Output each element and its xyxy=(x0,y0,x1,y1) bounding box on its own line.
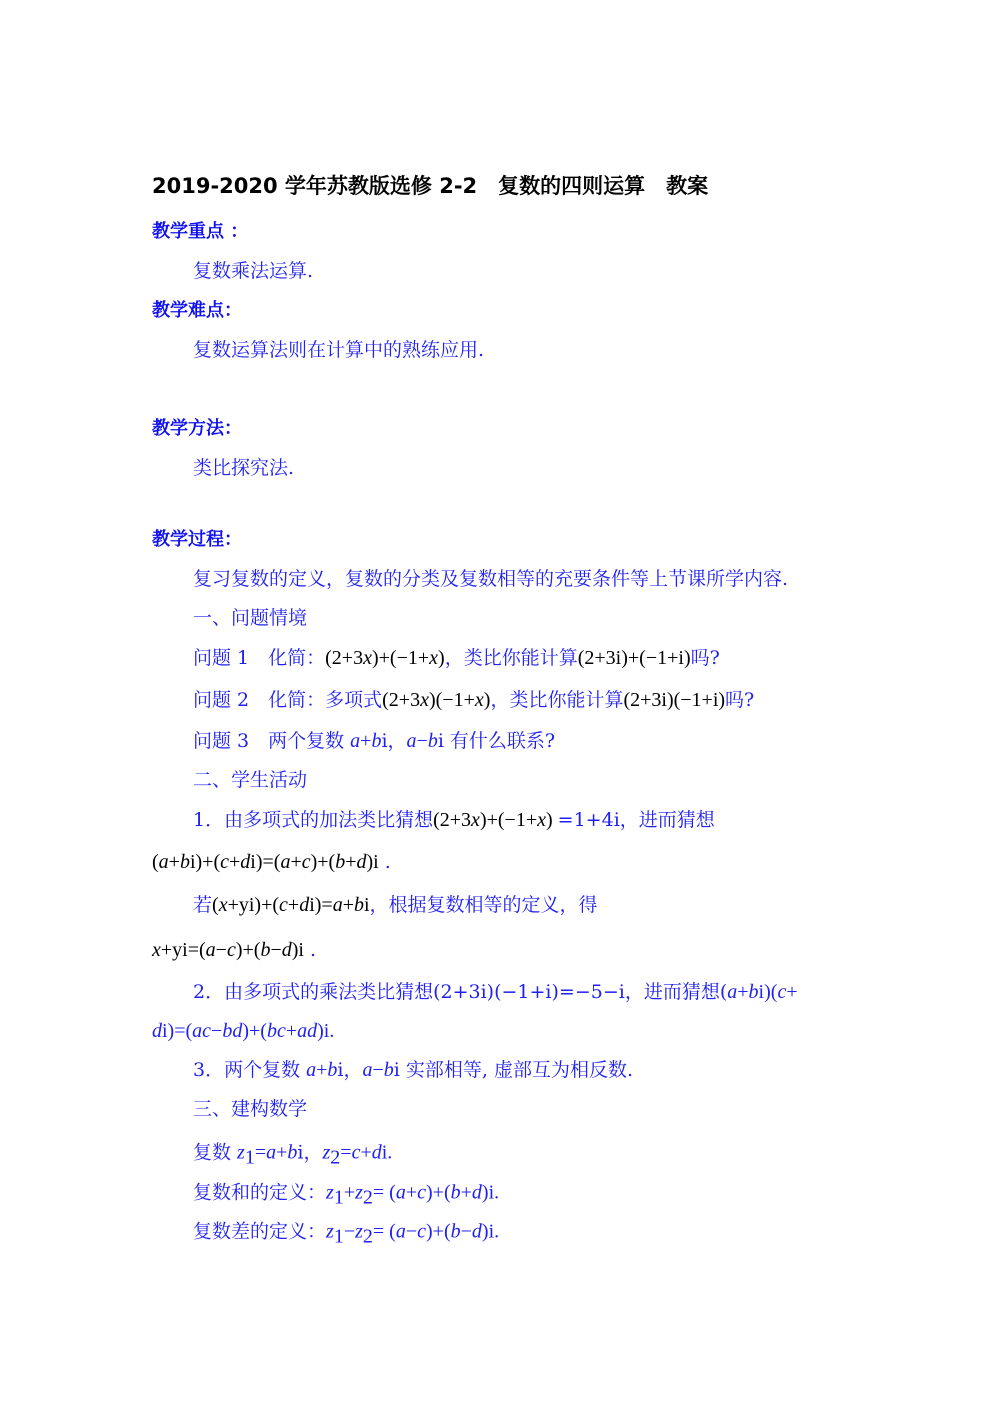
text-run: )i xyxy=(366,851,379,873)
text-run: + xyxy=(285,1020,298,1042)
text-run: x xyxy=(218,894,228,916)
text-line xyxy=(193,892,598,918)
text-run: x xyxy=(420,689,429,711)
text-line xyxy=(152,849,391,875)
text-run: 1．由多项式的加法类比猜想 xyxy=(193,809,434,831)
document-title: 2019-2020 学年苏教版选修 2-2 复数的四则运算 教案 xyxy=(152,174,709,198)
text-run: d xyxy=(281,939,292,961)
text-line xyxy=(193,605,307,631)
text-run: + xyxy=(316,1059,328,1081)
text-run: )+( xyxy=(426,1181,451,1204)
text-run: ad xyxy=(297,1020,318,1042)
text-run: 1 xyxy=(244,1146,255,1169)
text-run: 2 xyxy=(330,1146,341,1169)
text-run: c xyxy=(301,851,311,873)
text-run: z xyxy=(326,1181,334,1204)
text-run: + xyxy=(737,981,749,1003)
text-run: d xyxy=(471,1181,482,1204)
text-run: d xyxy=(471,1220,482,1243)
text-run: (2+3 xyxy=(325,647,364,669)
text-run: c xyxy=(777,981,787,1003)
text-run: 三、建构数学 xyxy=(193,1098,308,1120)
text-run: a xyxy=(280,851,291,873)
text-run: 吗? xyxy=(725,689,755,711)
text-run: + xyxy=(405,1181,418,1204)
text-line xyxy=(193,807,715,833)
text-run: ) xyxy=(546,809,558,831)
text-run: )i. xyxy=(481,1220,500,1243)
text-line xyxy=(193,455,294,481)
text-run: ，类比你能计算 xyxy=(490,689,624,711)
text-run: 2．由多项式的乘法类比猜想(2+3i)(−1+i)=−5−i，进而猜想( xyxy=(193,981,728,1003)
text-run: b xyxy=(327,1059,338,1081)
text-run: +yi=( xyxy=(160,939,206,961)
text-run: = xyxy=(340,1141,352,1164)
text-line xyxy=(193,258,313,284)
text-run: 复习复数的定义，复数的分类及复数相等的充要条件等上节课所学内容. xyxy=(193,568,789,590)
text-run: 若 xyxy=(193,894,213,916)
text-run: (2+3 xyxy=(433,809,472,831)
text-run: d xyxy=(152,1020,162,1042)
text-run: i)= xyxy=(309,894,333,916)
text-run: a xyxy=(266,1141,277,1164)
text-run: a xyxy=(406,730,417,752)
text-run: b xyxy=(260,939,271,961)
text-line xyxy=(193,1140,392,1171)
text-run: 二、学生活动 xyxy=(193,769,308,791)
text-run: i)( xyxy=(758,981,778,1003)
text-run: x xyxy=(537,809,546,831)
text-run: (2+3i)+(−1+i) xyxy=(577,647,691,669)
text-run: 问题 1 化简： xyxy=(193,647,326,669)
text-run: c xyxy=(351,1141,361,1164)
text-run: a xyxy=(158,851,169,873)
text-run: x xyxy=(152,939,161,961)
text-line xyxy=(193,337,484,363)
text-run: + xyxy=(290,851,302,873)
section-heading xyxy=(152,416,242,442)
text-line xyxy=(152,1018,334,1044)
section-heading xyxy=(152,219,248,245)
text-run: z xyxy=(322,1141,331,1164)
text-run: 2 xyxy=(362,1225,373,1248)
text-run: d xyxy=(371,1141,382,1164)
text-run: ) xyxy=(483,689,491,711)
text-run: z xyxy=(355,1220,363,1243)
text-run: c xyxy=(279,894,288,916)
text-run: ( xyxy=(212,894,219,916)
text-run: 2 xyxy=(362,1186,373,1209)
text-run: 1 xyxy=(333,1225,344,1248)
text-run: a xyxy=(306,1059,317,1081)
text-run: − xyxy=(343,1220,356,1243)
text-run: )+( xyxy=(310,851,336,873)
text-run: bc xyxy=(266,1020,286,1042)
text-run: (2+3i)(−1+i) xyxy=(623,689,726,711)
section-heading xyxy=(152,298,242,324)
text-run: . xyxy=(378,851,391,873)
text-run: 教学难点： xyxy=(152,300,242,321)
text-run: 复数和的定义： xyxy=(193,1181,327,1204)
text-run: z xyxy=(237,1141,245,1164)
text-run: − xyxy=(416,730,428,752)
text-run: +yi)+( xyxy=(227,894,280,916)
text-run: = xyxy=(254,1141,267,1164)
text-line xyxy=(152,937,316,963)
text-run: d xyxy=(356,851,367,873)
text-line xyxy=(193,687,754,713)
text-run: b xyxy=(383,1059,394,1081)
text-run: − xyxy=(211,1020,223,1042)
text-run: 问题 2 化简：多项式 xyxy=(193,689,383,711)
text-run: x xyxy=(363,647,372,669)
text-run: + xyxy=(343,1181,356,1204)
text-run: )(−1+ xyxy=(428,689,475,711)
text-run: i)=( xyxy=(250,851,281,873)
text-run: a xyxy=(362,1059,373,1081)
text-run: + xyxy=(345,851,357,873)
text-run: + xyxy=(360,730,372,752)
text-run: a xyxy=(395,1220,406,1243)
text-line xyxy=(193,1096,307,1122)
text-run: ac xyxy=(192,1020,212,1042)
text-run: x xyxy=(474,689,484,711)
text-run: d xyxy=(240,851,251,873)
text-line xyxy=(193,1219,499,1250)
text-run: 复数运算法则在计算中的熟练应用. xyxy=(193,339,485,361)
text-run: z xyxy=(355,1181,363,1204)
text-run: ，根据复数相等的定义，得 xyxy=(369,894,598,916)
text-run: b xyxy=(450,1220,461,1243)
text-run: c xyxy=(226,939,236,961)
text-run: =1+4i，进而猜想 xyxy=(557,809,715,831)
text-run: i xyxy=(363,894,370,916)
text-run: + xyxy=(168,851,180,873)
text-run: )i. xyxy=(481,1181,500,1204)
text-run: )+(−1+ xyxy=(479,809,538,831)
text-run: + xyxy=(276,1141,288,1164)
text-run: 3．两个复数 xyxy=(193,1059,307,1081)
text-run: c xyxy=(417,1181,427,1204)
text-run: + xyxy=(342,894,354,916)
text-line xyxy=(193,767,307,793)
text-run: i)+( xyxy=(189,851,221,873)
text-line xyxy=(193,1180,499,1211)
text-run: a xyxy=(332,894,343,916)
text-run: )+( xyxy=(235,939,261,961)
text-line xyxy=(193,979,798,1005)
text-run: − xyxy=(460,1220,472,1243)
text-run: c xyxy=(417,1220,427,1243)
text-run: = ( xyxy=(372,1181,396,1204)
text-run: 1 xyxy=(333,1186,344,1209)
text-run: = ( xyxy=(372,1220,396,1243)
text-run: ，类比你能计算 xyxy=(444,647,578,669)
text-run: + xyxy=(786,981,798,1003)
text-run: − xyxy=(270,939,282,961)
text-run: )i xyxy=(291,939,304,961)
text-run: z xyxy=(326,1220,334,1243)
text-run: i 有什么联系? xyxy=(437,730,556,752)
text-line xyxy=(193,1057,633,1083)
text-run: bd xyxy=(222,1020,243,1042)
text-run: − xyxy=(215,939,227,961)
text-run: i 实部相等, 虚部互为相反数. xyxy=(393,1059,634,1081)
text-run: )+(−1+ xyxy=(371,647,430,669)
text-run: b xyxy=(179,851,190,873)
text-run: 教学过程： xyxy=(152,529,242,550)
text-run: 一、问题情境 xyxy=(193,607,308,629)
text-run: i. xyxy=(381,1141,393,1164)
text-run: + xyxy=(360,1141,372,1164)
text-run: b xyxy=(748,981,759,1003)
text-run: a xyxy=(205,939,216,961)
text-run: 复数差的定义： xyxy=(193,1220,327,1243)
text-run: d xyxy=(299,894,310,916)
text-run: a xyxy=(350,730,361,752)
text-run: 教学方法： xyxy=(152,418,242,439)
text-run: b xyxy=(335,851,346,873)
text-run: 吗? xyxy=(690,647,720,669)
text-run: . xyxy=(303,939,317,961)
text-run: + xyxy=(229,851,241,873)
text-run: − xyxy=(372,1059,384,1081)
text-run: − xyxy=(405,1220,418,1243)
text-run: b xyxy=(287,1141,298,1164)
text-line xyxy=(193,566,788,592)
text-line xyxy=(193,728,555,754)
text-run: a xyxy=(395,1181,406,1204)
text-run: b xyxy=(353,894,364,916)
text-run: 教学重点 ： xyxy=(152,221,249,242)
text-run: i， xyxy=(381,730,407,752)
text-run: )+( xyxy=(242,1020,267,1042)
text-run: b xyxy=(371,730,382,752)
text-run: 复数乘法运算. xyxy=(193,260,314,282)
text-run: i， xyxy=(297,1141,323,1164)
text-run: (2+3 xyxy=(382,689,421,711)
text-run: b xyxy=(450,1181,461,1204)
text-run: 类比探究法. xyxy=(193,457,295,479)
text-run: 问题 3 两个复数 xyxy=(193,730,351,752)
text-run: b xyxy=(427,730,438,752)
text-run: )i. xyxy=(317,1020,335,1042)
text-run: c xyxy=(220,851,229,873)
text-run: ( xyxy=(152,851,159,873)
text-run: x xyxy=(471,809,480,831)
text-run: x xyxy=(429,647,439,669)
text-run: i)=( xyxy=(162,1020,193,1042)
text-run: + xyxy=(460,1181,472,1204)
text-line xyxy=(193,645,720,671)
text-run: + xyxy=(287,894,300,916)
text-run: 复数 xyxy=(193,1141,238,1164)
text-run: ) xyxy=(438,647,445,669)
text-run: )+( xyxy=(426,1220,451,1243)
text-run: a xyxy=(727,981,738,1003)
text-run: i， xyxy=(337,1059,363,1081)
section-heading xyxy=(152,527,242,553)
